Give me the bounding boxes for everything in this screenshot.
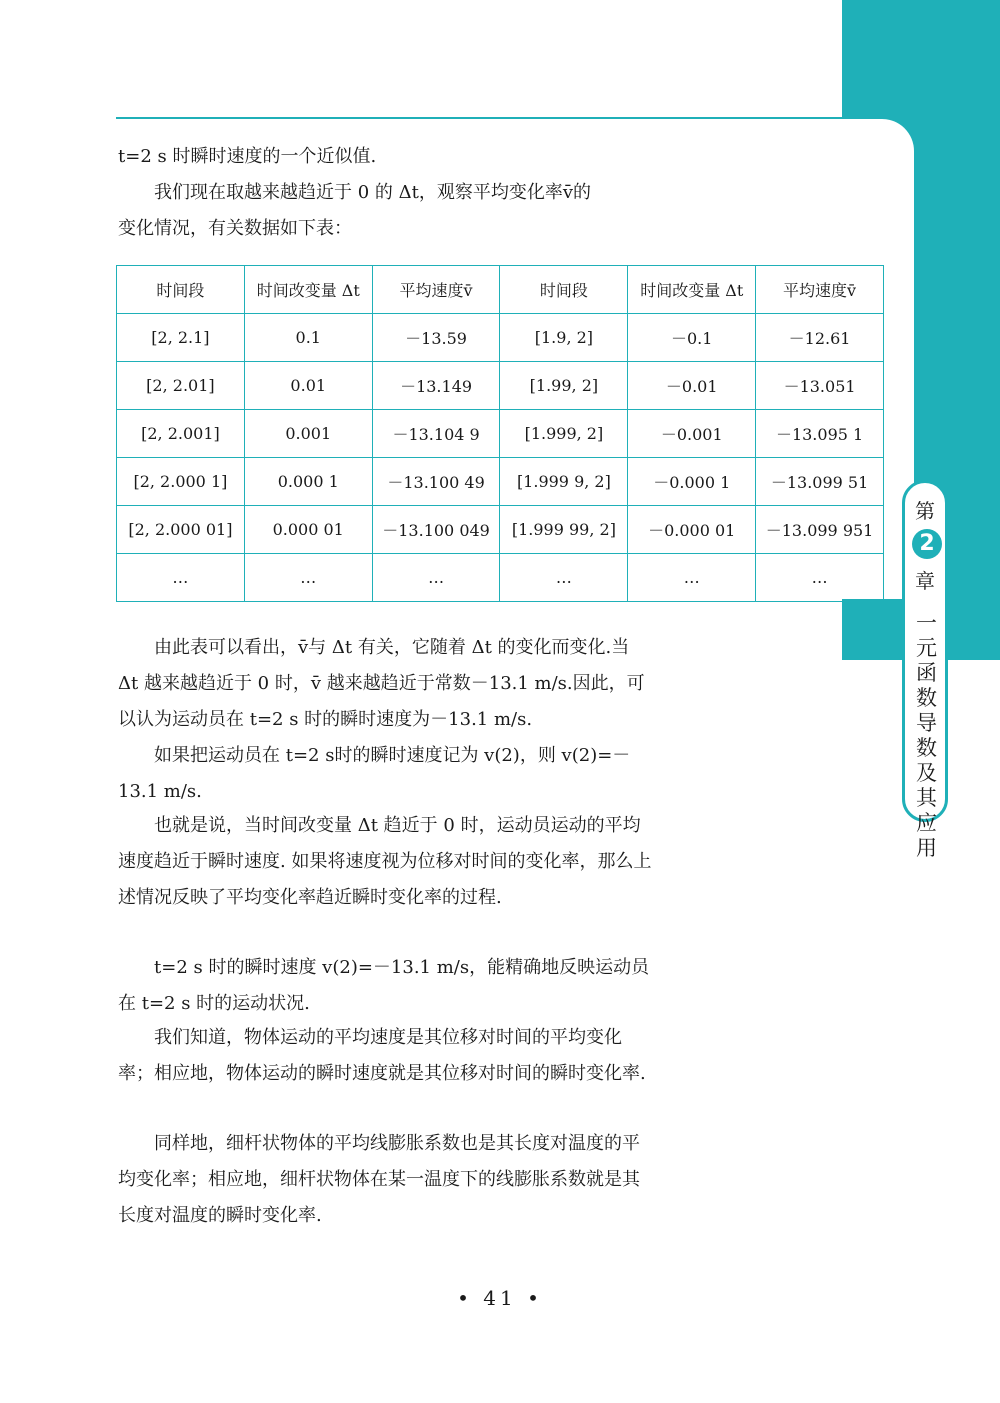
table-cell: [2, 2.1] — [117, 314, 245, 362]
table-cell: －12.61 — [756, 314, 884, 362]
table-cell: … — [244, 554, 372, 602]
table-cell: … — [500, 554, 628, 602]
paragraph-8: 同样地，细杆状物体的平均线膨胀系数也是其长度对温度的平均变化率；相应地，细杆状物体在某一温度下的线膨胀系数就是其长度对温度的瞬时变化率. — [118, 1133, 640, 1226]
table-cell: [2, 2.000 01] — [117, 506, 245, 554]
header-cell: 平均速度v̄ — [756, 266, 884, 314]
header-cell: 平均速度v̄ — [372, 266, 500, 314]
chapter-number-badge: 2 — [912, 529, 942, 559]
table-cell: 0.000 1 — [244, 458, 372, 506]
table-cell: －13.051 — [756, 362, 884, 410]
chapter-zhang: 章 — [915, 569, 935, 593]
page-number: • 41 • — [457, 1286, 543, 1310]
table-cell: … — [372, 554, 500, 602]
table-cell: 0.000 01 — [244, 506, 372, 554]
table-row — [117, 314, 884, 362]
table-row — [117, 554, 884, 602]
paragraph-7: 我们知道，物体运动的平均速度是其位移对时间的平均变化率；相应地，物体运动的瞬时速度就是其位移对时间的瞬时变化率. — [118, 1027, 646, 1084]
table-cell: 0.1 — [244, 314, 372, 362]
header-rule — [116, 117, 842, 119]
table-cell: －13.100 049 — [372, 506, 500, 554]
data-table — [116, 265, 884, 602]
chapter-tab — [902, 480, 948, 860]
paragraph-1: t=2 s 时瞬时速度的一个近似值. — [118, 146, 377, 167]
table-cell: －13.59 — [372, 314, 500, 362]
table-cell: [2, 2.01] — [117, 362, 245, 410]
paragraph-4: 如果把运动员在 t=2 s时的瞬时速度记为 v(2)，则 v(2)=－13.1 m/s. — [118, 745, 631, 802]
table-cell: －13.095 1 — [756, 410, 884, 458]
table-cell: [1.999 99, 2] — [500, 506, 628, 554]
table-cell: 0.01 — [244, 362, 372, 410]
chapter-title: 一元函数导数及其应用 — [916, 611, 937, 860]
header-cell: 时间改变量 Δt — [244, 266, 372, 314]
table-row — [117, 458, 884, 506]
table-cell: … — [628, 554, 756, 602]
table-cell: [1.999, 2] — [500, 410, 628, 458]
table-cell: －13.099 51 — [756, 458, 884, 506]
table-cell: －13.099 951 — [756, 506, 884, 554]
paragraph-2b: 变化情况，有关数据如下表： — [118, 218, 352, 239]
table-cell: … — [756, 554, 884, 602]
table-cell: 0.001 — [244, 410, 372, 458]
table-header-row — [117, 266, 884, 314]
chapter-di: 第 — [915, 499, 935, 523]
table-cell: [1.9, 2] — [500, 314, 628, 362]
table-cell: －13.100 49 — [372, 458, 500, 506]
paragraph-5: 也就是说，当时间改变量 Δt 趋近于 0 时，运动员运动的平均速度趋近于瞬时速度. 如果将速度视为位移对时间的变化率，那么上述情况反映了平均变化率趋近瞬时变化率的过程. — [118, 815, 652, 908]
table-row — [117, 362, 884, 410]
table-cell: －0.001 — [628, 410, 756, 458]
table-cell: [1.999 9, 2] — [500, 458, 628, 506]
table-cell: －0.01 — [628, 362, 756, 410]
header-cell: 时间段 — [500, 266, 628, 314]
paragraph-2a: 我们现在取越来越趋近于 0 的 Δt，观察平均变化率v̄的 — [154, 182, 592, 203]
table-row — [117, 410, 884, 458]
table-cell: [2, 2.000 1] — [117, 458, 245, 506]
table-cell: [2, 2.001] — [117, 410, 245, 458]
paragraph-3: 由此表可以看出，v̄与 Δt 有关，它随着 Δt 的变化而变化.当 Δt 越来越趋近于 0 时，v̄ 越来越趋近于常数－13.1 m/s.因此，可以认为运动员在 t=2 s 时的瞬时速度为－13.1 m/s. — [118, 637, 645, 730]
header-cell: 时间段 — [117, 266, 245, 314]
table-cell: －0.000 1 — [628, 458, 756, 506]
header-cell: 时间改变量 Δt — [628, 266, 756, 314]
table-cell: －0.1 — [628, 314, 756, 362]
table-cell: －0.000 01 — [628, 506, 756, 554]
table-cell: [1.99, 2] — [500, 362, 628, 410]
table-cell: … — [117, 554, 245, 602]
table-cell: －13.149 — [372, 362, 500, 410]
table-row — [117, 506, 884, 554]
paragraph-6: t=2 s 时的瞬时速度 v(2)=－13.1 m/s，能精确地反映运动员在 t=2 s 时的运动状况. — [118, 957, 650, 1014]
table-cell: －13.104 9 — [372, 410, 500, 458]
